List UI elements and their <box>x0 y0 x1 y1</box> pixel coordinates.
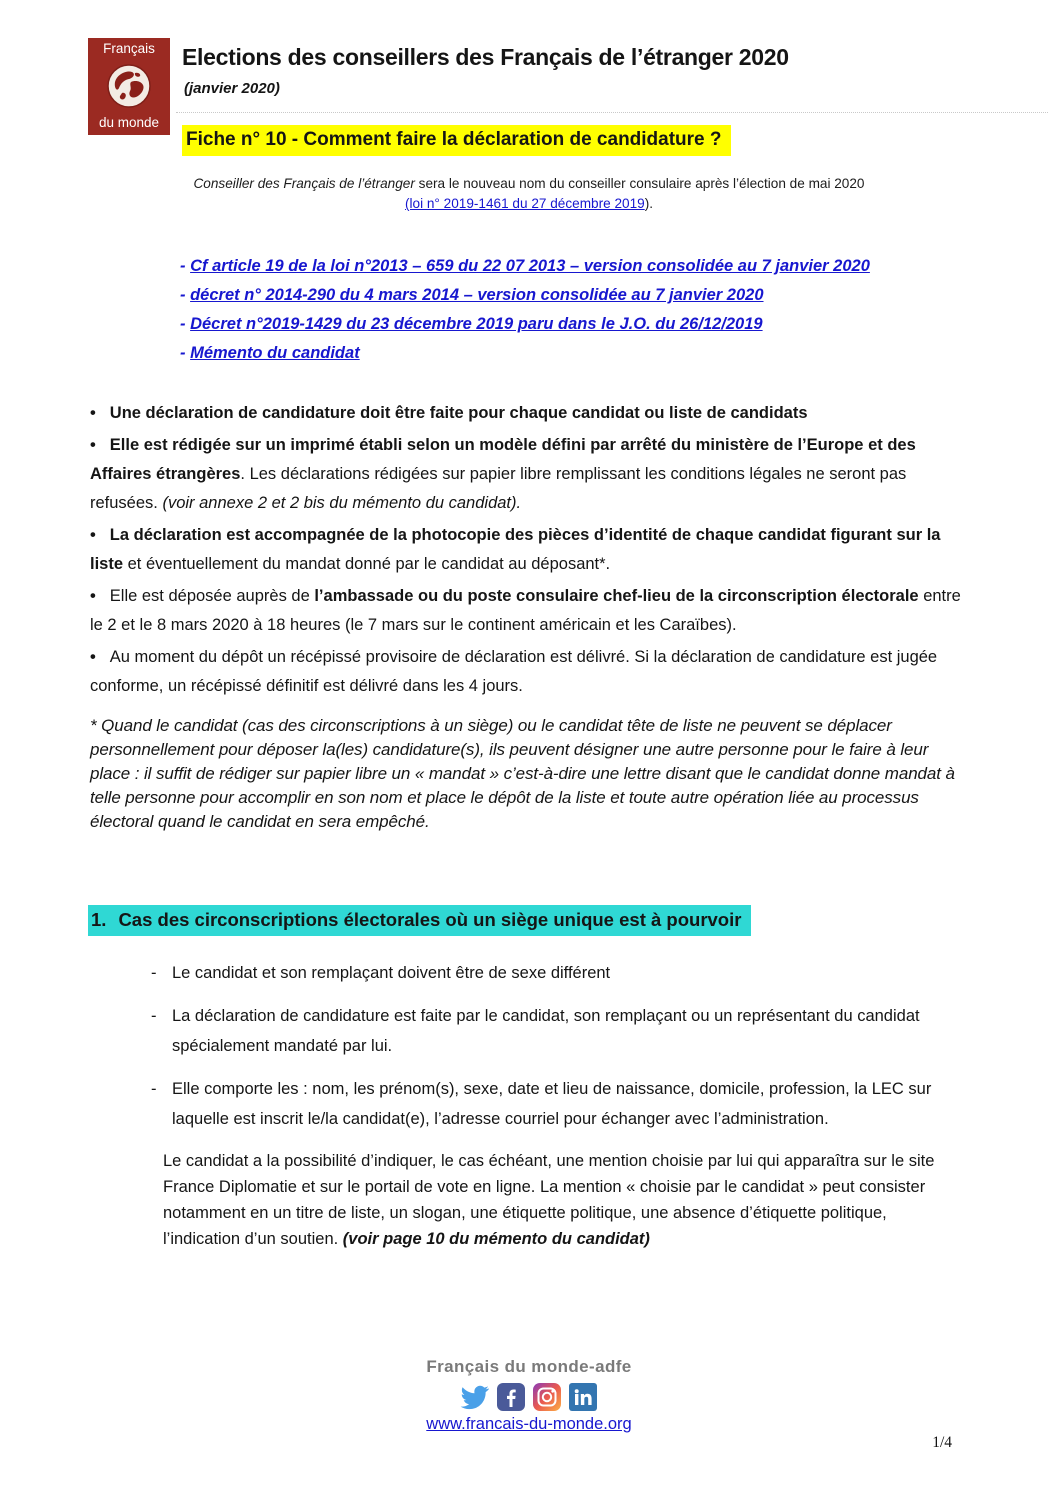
twitter-icon[interactable] <box>460 1382 490 1412</box>
bullet-item: • La déclaration est accompagnée de la photocopie des pièces d’identité de chaque candidat figurant sur la liste et éventuellement du mandat donné par le candidat au déposant*. <box>90 526 941 573</box>
footer-org-name: Français du monde-adfe <box>426 1357 632 1376</box>
footer-website <box>0 1415 1058 1434</box>
fiche-heading: Fiche n° 10 - Comment faire la déclaration de candidature ? <box>182 125 731 156</box>
instagram-icon[interactable] <box>532 1382 562 1412</box>
list-item: - Elle comporte les : nom, les prénom(s), sexe, date et lieu de naissance, domicile, profession, la LEC sur laquelle est inscrit le/la candidat(e), l’adresse courriel pour échanger avec l’administration. <box>151 1074 941 1134</box>
globe-icon <box>105 62 153 110</box>
logo-text-bottom: du monde <box>98 115 160 130</box>
list-item: - La déclaration de candidature est faite par le candidat, son remplaçant ou un représentant du candidat spécialement mandaté par lui. <box>151 1001 941 1061</box>
section-1-heading: 1. Cas des circonscriptions électorales où un siège unique est à pourvoir <box>88 905 751 936</box>
bullet-icon: • <box>90 587 96 605</box>
bullet-item: • Elle est rédigée sur un imprimé établi selon un modèle défini par arrêté du ministère de l’Europe et des Affaires étrangères. Les déclarations rédigées sur papier libre remplissant les conditions légales ne seront pas refusées. (voir annexe 2 et 2 bis du mémento du candidat). <box>90 436 916 512</box>
facebook-icon[interactable] <box>496 1382 526 1412</box>
page-title: Elections des conseillers des Français de l’étranger 2020 <box>182 44 789 70</box>
intro-note <box>0 174 1058 214</box>
reference-item: - décret n° 2014-290 du 4 mars 2014 – version consolidée au 7 janvier 2020 <box>180 286 764 304</box>
linkedin-icon[interactable] <box>568 1382 598 1412</box>
page-subtitle: (janvier 2020) <box>184 80 280 97</box>
bullet-icon: • <box>90 436 96 454</box>
bullet-icon: • <box>90 404 96 422</box>
bullet-list <box>90 399 968 704</box>
law-link[interactable]: (loi n° 2019-1461 du 27 décembre 2019 <box>404 196 645 211</box>
header-divider <box>176 112 1048 113</box>
social-icons <box>0 1382 1058 1412</box>
intro-line-2: (loi n° 2019-1461 du 27 décembre 2019). <box>404 196 654 211</box>
logo-text-top: Français <box>103 41 155 56</box>
dash-list <box>151 958 941 1147</box>
reference-item: - Cf article 19 de la loi n°2013 – 659 du 22 07 2013 – version consolidée au 7 janvier 2020 <box>180 257 870 275</box>
mandate-footnote: * Quand le candidat (cas des circonscriptions à un siège) ou le candidat tête de liste ne peuvent se déplacer personnellement pour déposer la(les) candidature(s), ils peuvent désigner une autre personne pour le faire à leur place : il suffit de rédiger sur papier libre un « mandat » c’est-à-dire une lettre disant que le candidat donne mandat à telle personne pour accomplir en son nom et place le dépôt de la liste et toute autre opération liée au processus électoral quand le candidat en sera empêché. <box>90 716 955 831</box>
page-number: 1/4 <box>932 1434 952 1451</box>
reference-item: - Mémento du candidat <box>180 344 360 362</box>
reference-link-memento[interactable]: Mémento du candidat <box>190 344 360 362</box>
reference-links <box>180 252 870 368</box>
dash-icon: - <box>151 964 157 982</box>
bullet-item: • Une déclaration de candidature doit être faite pour chaque candidat ou liste de candidats <box>90 404 808 422</box>
dash-icon: - <box>151 1080 157 1098</box>
reference-link-article19[interactable]: Cf article 19 de la loi n°2013 – 659 du 22 07 2013 – version consolidée au 7 janvier 2020 <box>190 257 870 275</box>
dash-icon: - <box>151 1007 157 1025</box>
org-logo <box>88 38 170 135</box>
bullet-item: • Au moment du dépôt un récépissé provisoire de déclaration est délivré. Si la déclaration de candidature est jugée conforme, un récépissé définitif est délivré dans les 4 jours. <box>90 648 938 695</box>
intro-line-1: Conseiller des Français de l’étranger sera le nouveau nom du conseiller consulaire après l’élection de mai 2020 <box>193 176 865 191</box>
reference-link-decret-2014[interactable]: décret n° 2014-290 du 4 mars 2014 – version consolidée au 7 janvier 2020 <box>190 286 764 304</box>
bullet-icon: • <box>90 648 96 666</box>
bullet-icon: • <box>90 526 96 544</box>
reference-item: - Décret n°2019-1429 du 23 décembre 2019 paru dans le J.O. du 26/12/2019 <box>180 315 763 333</box>
mention-paragraph: Le candidat a la possibilité d’indiquer, le cas échéant, une mention choisie par lui qui apparaîtra sur le site France Diplomatie et sur le portail de vote en ligne. La mention « choisie par le candidat » peut consister notamment en un titre de liste, un slogan, une étiquette politique, une absence d’étiquette politique, l’indication d’un soutien. (voir page 10 du mémento du candidat) <box>163 1152 935 1248</box>
website-link[interactable]: www.francais-du-monde.org <box>426 1415 632 1433</box>
bullet-item: • Elle est déposée auprès de l’ambassade ou du poste consulaire chef-lieu de la circonscription électorale entre le 2 et le 8 mars 2020 à 18 heures (le 7 mars sur le continent américain et les Caraïbes). <box>90 587 961 634</box>
list-item: - Le candidat et son remplaçant doivent être de sexe différent <box>151 958 941 988</box>
reference-link-decret-2019[interactable]: Décret n°2019-1429 du 23 décembre 2019 paru dans le J.O. du 26/12/2019 <box>190 315 763 333</box>
